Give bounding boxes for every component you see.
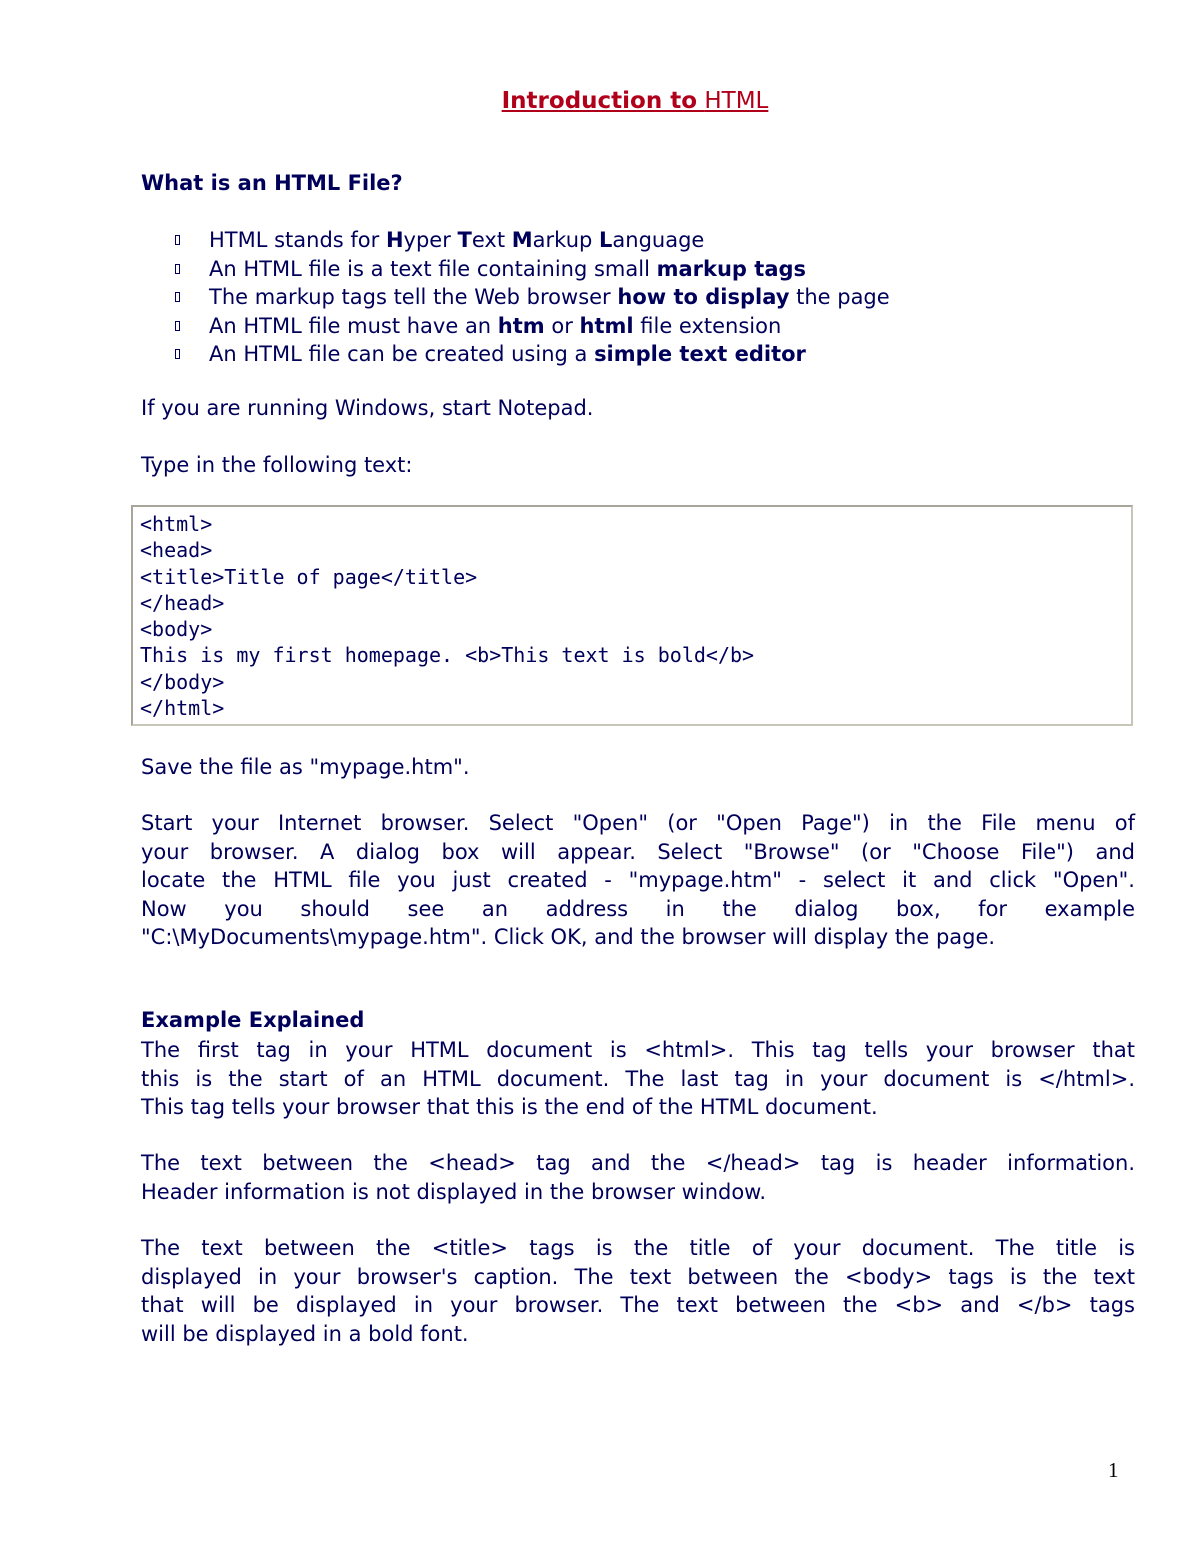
title-body-tags-line: The text between the <title> tags is the title of your document. The title is xyxy=(141,1236,1135,1260)
bullet-icon xyxy=(175,264,180,274)
start-browser-line: locate the HTML file you just created - "mypage.htm" - select it and click "Open". xyxy=(141,868,1135,893)
title-body-tags-line: displayed in your browser's caption. The text between the <body> tags is the text xyxy=(141,1264,1135,1289)
paragraph-save: Save the file as "mypage.htm". xyxy=(141,755,470,779)
start-browser-line: "C:\MyDocuments\mypage.htm". Click OK, and the browser will display the page. xyxy=(141,925,996,950)
start-browser-line: Now you should see an address in the dialog box, for example xyxy=(141,896,1135,921)
html-tag-line: The first tag in your HTML document is <html>. This tag tells your browser that xyxy=(141,1038,1135,1062)
title-body-tags-line: will be displayed in a bold font. xyxy=(141,1321,469,1346)
bullet-icon xyxy=(175,292,180,302)
head-tag-line: The text between the <head> tag and the </head> tag is header information. xyxy=(141,1151,1135,1175)
bullet-item: An HTML file is a text file containing small markup tags xyxy=(175,255,890,284)
page-title: Introduction to HTML xyxy=(501,88,769,114)
bullet-list xyxy=(175,226,890,369)
bullet-item: An HTML file must have an htm or html file extension xyxy=(175,312,890,341)
paragraph-windows: If you are running Windows, start Notepad. xyxy=(141,396,594,420)
section-heading-example-explained: Example Explained xyxy=(141,1008,365,1032)
html-tag-line: This tag tells your browser that this is the end of the HTML document. xyxy=(141,1095,878,1120)
bullet-item: HTML stands for Hyper Text Markup Language xyxy=(175,226,890,255)
bullet-item: An HTML file can be created using a simple text editor xyxy=(175,340,890,369)
paragraph-title-body-tags xyxy=(141,1234,1135,1348)
paragraph-head-tag xyxy=(141,1149,1135,1206)
code-block: <html> <head> <title>Title of page</title> </head> <body> This is my first homepage. <b>This text is bold</b> </body> </html> xyxy=(140,512,755,721)
paragraph-type-in: Type in the following text: xyxy=(141,453,413,477)
bullet-icon xyxy=(175,321,180,331)
bullet-item: The markup tags tell the Web browser how to display the page xyxy=(175,283,890,312)
title-body-tags-line: that will be displayed in your browser. The text between the <b> and </b> tags xyxy=(141,1293,1135,1318)
html-tag-line: this is the start of an HTML document. The last tag in your document is </html>. xyxy=(141,1066,1135,1091)
paragraph-start-browser xyxy=(141,809,1135,952)
start-browser-line: Start your Internet browser. Select "Open" (or "Open Page") in the File menu of xyxy=(141,811,1135,835)
page-number: 1 xyxy=(1108,1458,1119,1482)
paragraph-html-tag xyxy=(141,1036,1135,1122)
bullet-icon xyxy=(175,349,180,359)
bullet-icon xyxy=(175,235,180,245)
head-tag-line: Header information is not displayed in the browser window. xyxy=(141,1179,767,1204)
code-box xyxy=(131,505,1133,726)
section-heading-what-is-html: What is an HTML File? xyxy=(141,171,403,195)
start-browser-line: your browser. A dialog box will appear. Select "Browse" (or "Choose File") and xyxy=(141,839,1135,864)
